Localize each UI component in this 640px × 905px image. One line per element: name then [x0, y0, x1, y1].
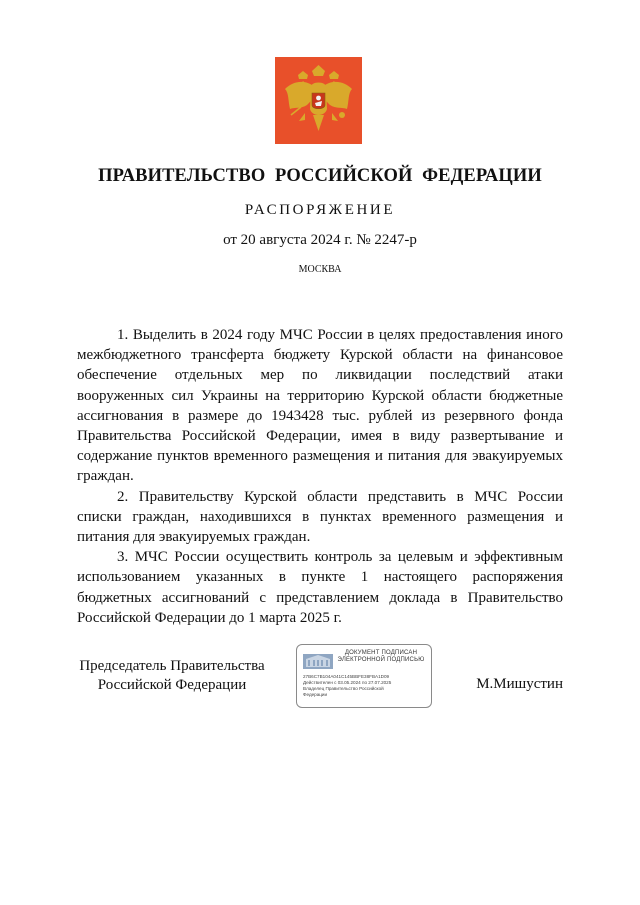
paragraph-1: 1. Выделить в 2024 году МЧС России в целях предоставления иного межбюджетного трансферта бюджету Курской области на финансовое обеспечение отдельных мер по ликвидации последствий атаки вооруженных сил Украины на территорию Курской области бюджетные ассигнования в размере до 1943428 тыс. рублей из резервного фонда Правительства Российской Федерации, имея в виду развертывание и содержание пунктов временного размещения и питания для эвакуируемых граждан.	[77, 327, 563, 485]
government-building-icon	[303, 652, 333, 670]
stamp-title-line-2: ЭЛЕКТРОННОЙ ПОДПИСЬЮ	[337, 657, 425, 663]
document-type: РАСПОРЯЖЕНИЕ	[244, 202, 396, 218]
paragraph-2: 2. Правительству Курской области представить в МЧС России списки граждан, находившихся в пунктах временного размещения и питания для эвакуируемых граждан.	[77, 488, 563, 546]
stamp-owner-line-2: Федерации	[303, 692, 328, 697]
signatory-name: М.Мишустин	[476, 676, 563, 692]
stamp-certificate: 27B6C7B104A041C145BBFE38FBA1D09	[303, 674, 390, 679]
stamp-details	[303, 674, 429, 698]
stamp-owner-line-1: Владелец Правительство Российской	[303, 686, 384, 691]
document-date-number: от 20 августа 2024 г. № 2247-р	[223, 232, 417, 248]
signatory-position	[77, 657, 267, 694]
stamp-title	[333, 650, 429, 664]
coat-of-arms-russia-emblem	[275, 57, 362, 144]
stamp-title-line-1: ДОКУМЕНТ ПОДПИСАН	[344, 650, 418, 656]
paragraph-3: 3. МЧС России осуществить контроль за целевым и эффективным использованием указанных в пункте 1 настоящего распоряжения бюджетных ассигнований с представлением доклада в Правительство Российской Федерации до 1 марта 2025 г.	[77, 549, 563, 626]
position-line-2: Российской Федерации	[97, 676, 247, 693]
electronic-signature-stamp	[296, 644, 432, 708]
position-line-1: Председатель Правительства	[79, 658, 265, 674]
document-city: МОСКВА	[298, 264, 342, 275]
document-body	[77, 325, 563, 628]
government-title: ПРАВИТЕЛЬСТВО РОССИЙСКОЙ ФЕДЕРАЦИИ	[98, 166, 542, 186]
stamp-validity: Действителен с 03.05.2024 по 27.07.2025	[303, 680, 392, 685]
